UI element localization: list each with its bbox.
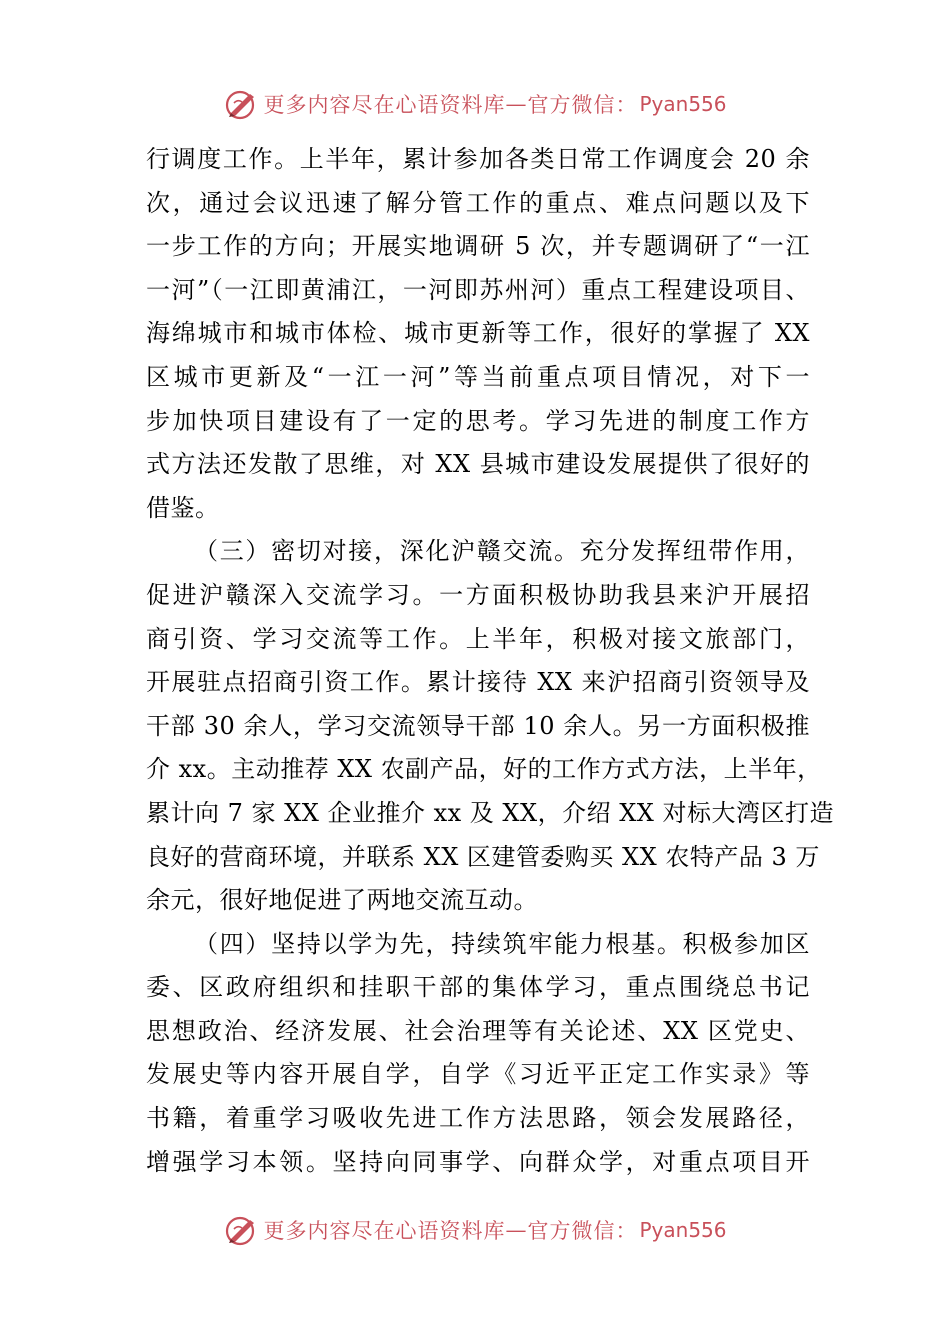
- footer-watermark: [0, 1208, 950, 1252]
- text-line: 次，通过会议迅速了解分管工作的重点、难点问题以及下: [146, 188, 810, 217]
- text-line: 海绵城市和城市体检、城市更新等工作，很好的掌握了 XX: [146, 319, 810, 348]
- text-line: 干部 30 余人，学习交流领导干部 10 余人。另一方面积极推: [146, 711, 810, 740]
- watermark-text: 更多内容尽在心语资料库: [263, 1219, 506, 1243]
- text-line: 开展驻点招商引资工作。累计接待 XX 来沪招商引资领导及: [146, 668, 810, 697]
- text-line: 行调度工作。上半年，累计参加各类日常工作调度会 20 余: [146, 145, 810, 173]
- text-line: 区城市更新及“一江一河”等当前重点项目情况，对下一: [146, 362, 810, 391]
- paragraph-section-4: [146, 923, 810, 1185]
- text-line: 思想政治、经济发展、社会治理等有关论述、XX 区党史、: [146, 1016, 810, 1045]
- text-line: 增强学习本领。坚持向同事学、向群众学，对重点项目开: [146, 1147, 810, 1176]
- watermark-separator: —: [505, 1218, 528, 1242]
- text-line: 累计向 7 家 XX 企业推介 xx 及 XX，介绍 XX 对标大湾区打造: [146, 798, 835, 827]
- text-line: 步加快项目建设有了一定的思考。学习先进的制度工作方: [146, 406, 810, 435]
- text-line: 书籍，着重学习吸收先进工作方法思路，领会发展路径，: [146, 1104, 810, 1133]
- paragraph-section-3: [146, 530, 835, 922]
- pen-seal-icon: [223, 1212, 259, 1248]
- watermark-separator: —: [505, 92, 528, 116]
- text-line: 促进沪赣深入交流学习。一方面积极协助我县来沪开展招: [146, 580, 810, 609]
- paragraph-continuation: [146, 138, 810, 530]
- text-line: 委、区政府组织和挂职干部的集体学习，重点围绕总书记: [146, 973, 810, 1002]
- text-line: 借鉴。: [146, 493, 220, 522]
- header-watermark: [0, 82, 950, 126]
- section-heading-line: （三）密切对接，深化沪赣交流。充分发挥纽带作用，: [194, 537, 810, 566]
- watermark-text: 更多内容尽在心语资料库: [263, 93, 506, 117]
- text-line: 一河”（一江即黄浦江，一河即苏州河）重点工程建设项目、: [146, 275, 810, 304]
- section-heading-line: （四）坚持以学为先，持续筑牢能力根基。积极参加区: [194, 929, 810, 958]
- pen-seal-icon: [223, 86, 259, 122]
- text-line: 商引资、学习交流等工作。上半年，积极对接文旅部门，: [146, 624, 810, 653]
- text-line: 一步工作的方向；开展实地调研 5 次，并专题调研了“一江: [146, 232, 810, 261]
- text-line: 介 xx。主动推荐 XX 农副产品，好的工作方式方法，上半年，: [146, 755, 822, 784]
- text-line: 式方法还发散了思维，对 XX 县城市建设发展提供了很好的: [146, 450, 810, 479]
- document-body: [146, 138, 835, 1184]
- watermark-label: 官方微信：: [527, 1219, 638, 1243]
- text-line: 余元，很好地促进了两地交流互动。: [146, 886, 538, 915]
- watermark-account: Pyan556: [639, 1218, 727, 1242]
- watermark-account: Pyan556: [639, 92, 727, 116]
- text-line: 良好的营商环境，并联系 XX 区建管委购买 XX 农特产品 3 万: [146, 842, 820, 871]
- text-line: 发展史等内容开展自学，自学《习近平正定工作实录》等: [146, 1060, 810, 1089]
- watermark-label: 官方微信：: [527, 93, 638, 117]
